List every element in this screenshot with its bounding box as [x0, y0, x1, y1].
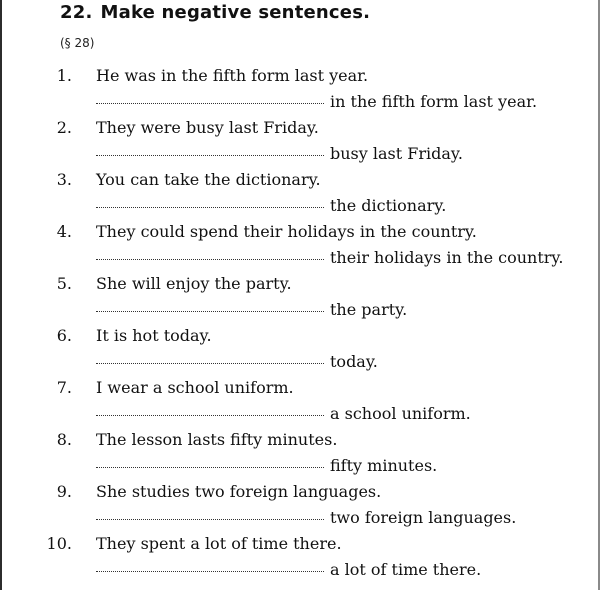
answer-ending: fifty minutes. — [330, 456, 438, 475]
answer-ending: in the fifth form last year. — [330, 92, 538, 111]
item-number: 1. — [56, 66, 72, 85]
answer-line — [96, 92, 600, 111]
item-number: 8. — [56, 430, 72, 449]
answer-blank[interactable] — [96, 570, 324, 572]
exercise-item — [2, 222, 600, 274]
answer-line — [96, 404, 600, 423]
exercise-item — [2, 274, 600, 326]
item-number: 6. — [56, 326, 72, 345]
answer-ending: their holidays in the country. — [330, 248, 564, 267]
answer-ending: busy last Friday. — [330, 144, 463, 163]
item-number: 2. — [56, 118, 72, 137]
item-sentence: They could spend their holidays in the country. — [96, 222, 477, 241]
answer-line — [96, 196, 600, 215]
item-sentence: It is hot today. — [96, 326, 212, 345]
answer-line — [96, 508, 600, 527]
item-number: 7. — [56, 378, 72, 397]
item-sentence: The lesson lasts fifty minutes. — [96, 430, 338, 449]
answer-line — [96, 248, 600, 267]
item-number: 5. — [56, 274, 72, 293]
exercise-item — [2, 534, 600, 586]
answer-line — [96, 144, 600, 163]
grammar-reference: (§ 28) — [60, 36, 95, 50]
answer-blank[interactable] — [96, 206, 324, 208]
exercise-number: 22. — [60, 2, 93, 23]
exercise-item — [2, 118, 600, 170]
exercise-item — [2, 430, 600, 482]
answer-blank[interactable] — [96, 518, 324, 520]
exercise-item — [2, 66, 600, 118]
answer-line — [96, 456, 600, 475]
answer-blank[interactable] — [96, 154, 324, 156]
answer-blank[interactable] — [96, 414, 324, 416]
exercise-item — [2, 378, 600, 430]
answer-ending: a lot of time there. — [330, 560, 482, 579]
item-sentence: She studies two foreign languages. — [96, 482, 382, 501]
answer-blank[interactable] — [96, 466, 324, 468]
exercise-title: Make negative sentences. — [100, 2, 371, 23]
answer-ending: the dictionary. — [330, 196, 447, 215]
answer-ending: the party. — [330, 300, 408, 319]
answer-ending: two foreign languages. — [330, 508, 517, 527]
answer-blank[interactable] — [96, 258, 324, 260]
exercise-item — [2, 482, 600, 534]
answer-blank[interactable] — [96, 310, 324, 312]
item-number: 3. — [56, 170, 72, 189]
item-sentence: They were busy last Friday. — [96, 118, 319, 137]
exercise-item — [2, 326, 600, 378]
item-sentence: I wear a school uniform. — [96, 378, 294, 397]
item-number: 9. — [56, 482, 72, 501]
answer-line — [96, 560, 600, 579]
answer-blank[interactable] — [96, 362, 324, 364]
item-sentence: They spent a lot of time there. — [96, 534, 342, 553]
answer-blank[interactable] — [96, 102, 324, 104]
item-number: 4. — [56, 222, 72, 241]
answer-line — [96, 352, 600, 371]
item-number: 10. — [46, 534, 72, 553]
answer-ending: a school uniform. — [330, 404, 471, 423]
answer-line — [96, 300, 600, 319]
exercise-heading — [60, 2, 370, 23]
item-sentence: He was in the fifth form last year. — [96, 66, 369, 85]
answer-ending: today. — [330, 352, 378, 371]
item-sentence: You can take the dictionary. — [96, 170, 321, 189]
item-sentence: She will enjoy the party. — [96, 274, 292, 293]
exercise-item — [2, 170, 600, 222]
